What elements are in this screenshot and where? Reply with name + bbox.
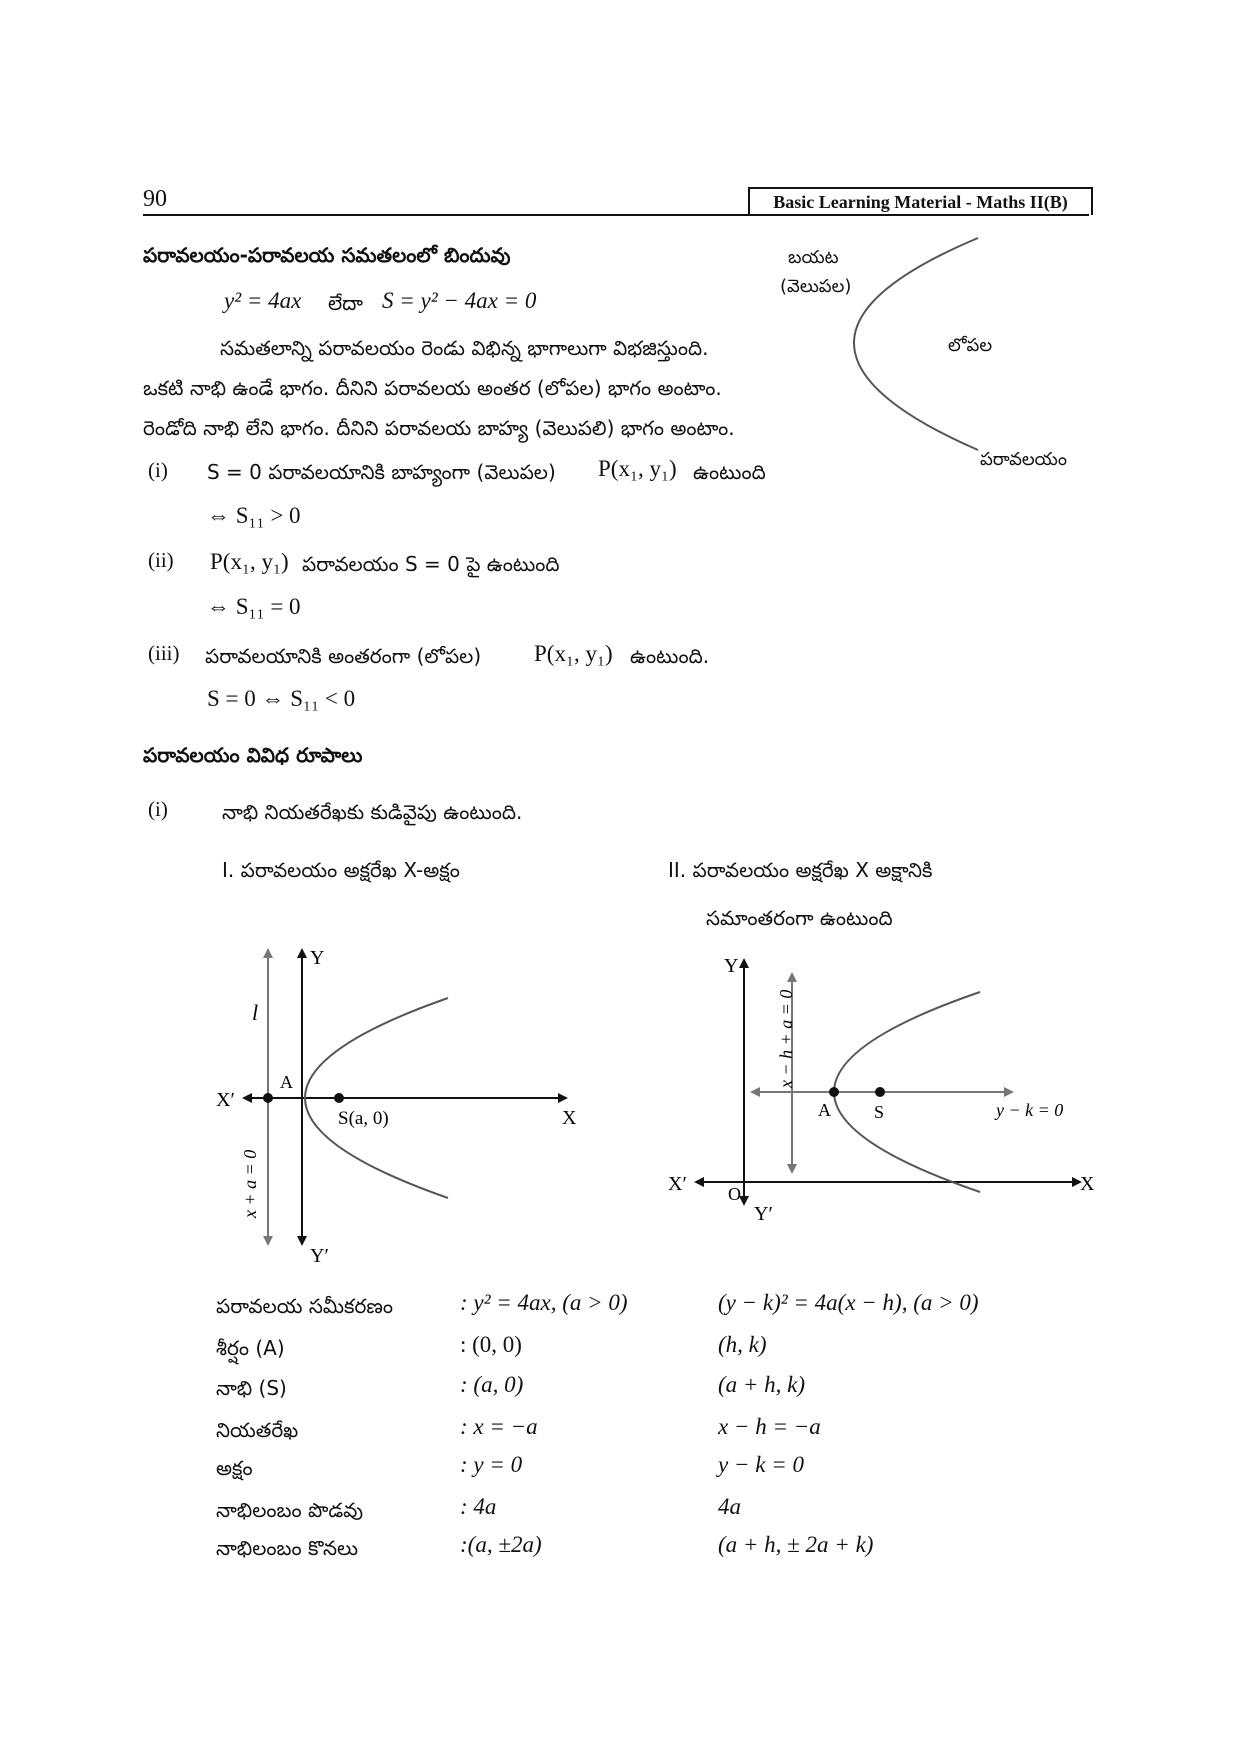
case-condition: ⇔ S₁₁ > 0 (207, 503, 301, 528)
label-X: X (1080, 1173, 1095, 1195)
row-value-case-1: : 4a (460, 1494, 497, 1519)
section-title: పరావలయం-పరావలయ సమతలంలో బిందువు (143, 243, 511, 267)
label-directrix: x + a = 0 (240, 1149, 260, 1218)
paragraph-line: రెండోది నాభి లేని భాగం. దీనిని పరావలయ బాహ్య (వెలుపలి) భాగం అంటాం. (143, 416, 735, 440)
label-outside-paren: (వెలుపల) (780, 276, 852, 297)
label-inside: లోపల (948, 335, 993, 356)
item-number: (i) (148, 797, 168, 821)
label-A: A (280, 1072, 293, 1092)
row-label: నియతరేఖ (216, 1418, 299, 1442)
table-row (216, 1332, 1076, 1370)
point-p: P(x₁, y₁) (598, 456, 677, 481)
row-label: నాభి (S) (216, 1376, 287, 1400)
label-axis: y − k = 0 (996, 1100, 1064, 1120)
directrix-point (263, 1093, 273, 1103)
label-l: l (252, 1000, 259, 1025)
table-row (216, 1532, 1076, 1570)
case-text: ఉంటుంది. (630, 644, 710, 668)
label-A: A (818, 1100, 831, 1120)
case-II-title-cont: సమాంతరంగా ఉంటుంది (706, 906, 893, 930)
row-label: శీర్షం (A) (216, 1336, 285, 1360)
row-value-case-1: : y = 0 (460, 1452, 523, 1477)
table-row (216, 1494, 1076, 1532)
vertex-point (829, 1087, 839, 1097)
label-X-prime: X′ (216, 1089, 235, 1111)
row-value-case-2: (h, k) (718, 1332, 767, 1357)
label-S: S(a, 0) (338, 1108, 389, 1129)
table-row (216, 1372, 1076, 1410)
item-text: నాభి నియతరేఖకు కుడివైపు ఉంటుంది. (222, 800, 523, 824)
table-row (216, 1452, 1076, 1490)
row-value-case-2: (a + h, k) (718, 1372, 806, 1397)
figure-parabola-shifted (660, 950, 1100, 1250)
equation-connector: లేదా (328, 291, 363, 315)
row-value-case-2: y − k = 0 (718, 1452, 804, 1477)
row-value-case-1: : y² = 4ax, (a > 0) (460, 1290, 628, 1315)
focus-point (875, 1087, 885, 1097)
row-value-case-1: :(a, ±2a) (460, 1532, 542, 1557)
case-condition: S = 0 ⇔ S₁₁ < 0 (207, 686, 356, 711)
case-condition: ⇔ S₁₁ = 0 (207, 594, 301, 619)
case-number: (i) (148, 458, 168, 482)
equation-lhs: y² = 4ax (224, 288, 302, 313)
row-value-case-2: (a + h, ± 2a + k) (718, 1532, 874, 1557)
row-value-case-1: : (0, 0) (460, 1332, 522, 1357)
row-value-case-1: : x = −a (460, 1414, 538, 1439)
row-value-case-2: x − h = −a (718, 1414, 821, 1439)
case-text: పరావలయం S = 0 పై ఉంటుంది (302, 552, 560, 576)
label-S: S (874, 1102, 885, 1122)
label-Y: Y (724, 955, 739, 977)
label-parabola: పరావలయం (980, 449, 1067, 470)
paragraph-line: ఒకటి నాభి ఉండే భాగం. దీనిని పరావలయ అంతర (లోపల) భాగం అంటాం. (143, 376, 722, 400)
case-II-title: II. పరావలయం అక్షరేఖ X అక్షానికి (668, 858, 933, 882)
label-O: O (728, 1184, 741, 1204)
equation-rhs: S = y² − 4ax = 0 (382, 288, 537, 313)
row-value-case-2: (y − k)² = 4a(x − h), (a > 0) (718, 1290, 979, 1315)
figure-parabola-x-axis (200, 940, 600, 1270)
label-X-prime: X′ (668, 1173, 687, 1195)
table-row (216, 1414, 1076, 1452)
row-value-case-2: 4a (718, 1494, 741, 1519)
label-Y: Y (310, 947, 325, 969)
row-value-case-1: : (a, 0) (460, 1372, 524, 1397)
case-I-title: I. పరావలయం అక్షరేఖ X-అక్షం (222, 858, 460, 882)
row-label: నాభిలంబం పొడవు (216, 1498, 364, 1522)
label-Y-prime: Y′ (754, 1203, 773, 1225)
label-directrix: x − h + a = 0 (776, 989, 796, 1088)
point-p: P(x₁, y₁) (534, 641, 613, 666)
row-label: అక్షం (216, 1456, 253, 1480)
book-title: Basic Learning Material - Maths II(B) (748, 187, 1093, 215)
case-number: (iii) (148, 641, 180, 665)
row-label: నాభిలంబం కొనలు (216, 1536, 359, 1560)
label-Y-prime: Y′ (310, 1245, 329, 1267)
case-text: పరావలయానికి అంతరంగా (లోపల) (205, 644, 482, 668)
header-rule (143, 214, 1089, 216)
row-label: పరావలయ సమీకరణం (216, 1294, 393, 1318)
label-X: X (562, 1107, 577, 1129)
case-number: (ii) (148, 548, 174, 572)
section-title: పరావలయం వివిధ రూపాలు (143, 743, 363, 767)
paragraph-line: సమతలాన్ని పరావలయం రెండు విభిన్న భాగాలుగా విభజిస్తుంది. (220, 336, 709, 360)
page-number: 90 (143, 186, 167, 212)
case-text: S = 0 పరావలయానికి బాహ్యంగా (వెలుపల) (207, 460, 556, 484)
focus-point (334, 1093, 344, 1103)
point-p: P(x₁, y₁) (210, 549, 289, 574)
table-row (216, 1290, 1076, 1328)
label-outside: బయట (788, 247, 839, 268)
case-text: ఉంటుంది (693, 460, 766, 484)
